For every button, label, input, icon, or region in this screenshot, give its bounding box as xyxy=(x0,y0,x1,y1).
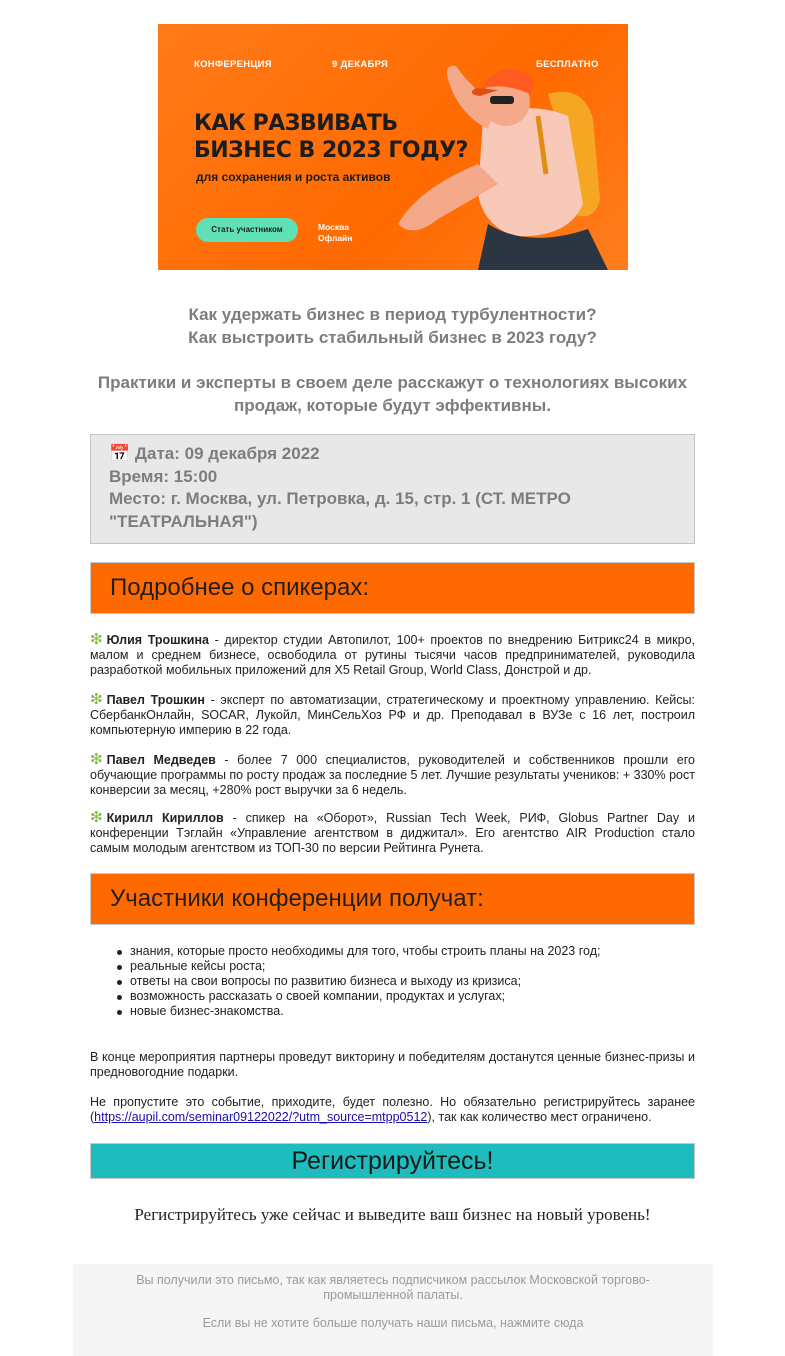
list-item: новые бизнес-знакомства. xyxy=(130,1004,695,1019)
speaker-name: Кирилл Кириллов xyxy=(106,811,224,825)
intro-practice: Практики и эксперты в своем деле расскажут о технологиях высоких продаж, которые будут эффективны. xyxy=(97,373,688,415)
sparkle-icon: ❇ xyxy=(90,691,103,708)
speaker-item xyxy=(90,692,695,738)
list-item: знания, которые просто необходимы для того, чтобы строить планы на 2023 год; xyxy=(130,944,695,959)
speaker-description: - эксперт по автоматизации, стратегическому и проектному управлению. Кейсы: СбербанкОнлайн, SOCAR, Лукойл, МинСельХоз РФ и др. Преподавал в ВУЗе с 16 лет, построил компьютерную империю в 22 года. xyxy=(90,693,695,737)
speaker-item xyxy=(90,752,695,798)
register-note xyxy=(90,1095,695,1125)
calendar-icon: 📅 xyxy=(109,444,131,463)
unsubscribe-link[interactable]: Если вы не хотите больше получать наши письма, нажмите сюда xyxy=(202,1316,584,1330)
speaker-description: - более 7 000 специалистов, руководителей и собственников прошли его обучающие программы по росту продаж за последние 5 лет. Лучшие результаты учеников: + 330% рост конверсии за месяц, +280% рост выручки за 6 недель. xyxy=(90,753,695,797)
footer xyxy=(73,1264,713,1356)
intro-question-2: Как выстроить стабильный бизнес в 2023 году? xyxy=(188,328,597,347)
register-note-before: Не пропустите это событие, приходите, будет полезно. Но обязательно регистрируйтесь заранее ( xyxy=(90,1095,695,1124)
register-button[interactable]: Регистрируйтесь! xyxy=(90,1143,695,1179)
banner-subtitle: для сохранения и роста активов xyxy=(196,170,391,184)
speaker-item xyxy=(90,632,695,678)
banner-location-format: Офлайн xyxy=(318,233,353,243)
speaker-name: Павел Медведев xyxy=(106,753,216,767)
speaker-name: Юлия Трошкина xyxy=(106,633,209,647)
speaker-description: - директор студии Автопилот, 100+ проектов по внедрению Битрикс24 в микро, малом и среднем бизнесе, освободила от рутины тысячи часов предпринимателей, руководила разработкой мобильных приложений для X5 Retail Group, World Class, Донстрой и др. xyxy=(90,633,696,677)
speaker-description: - спикер на «Оборот», Russian Tech Week, РИФ, Globus Partner Day и конференции Тэглайн «Управление агентством в диджитал». Его агентство AIR Production стало самым молодым агентством из ТОП-30 по версии Рейтинга Рунета. xyxy=(90,811,695,855)
banner-label-free: БЕСПЛАТНО xyxy=(536,59,599,70)
benefits-list xyxy=(130,944,695,1019)
intro-question-1: Как удержать бизнес в период турбулентности? xyxy=(188,305,597,324)
speaker-name: Павел Трошкин xyxy=(106,693,205,707)
banner-label-date: 9 ДЕКАБРЯ xyxy=(332,59,389,70)
register-note-after: ), так как количество мест ограничено. xyxy=(427,1110,652,1124)
sparkle-icon: ❇ xyxy=(90,751,103,768)
banner-title-line1: КАК РАЗВИВАТЬ xyxy=(194,111,398,136)
benefits-header: Участники конференции получат: xyxy=(90,873,695,925)
intro-questions xyxy=(90,303,695,349)
banner-location xyxy=(318,222,352,244)
event-date: Дата: 09 декабря 2022 xyxy=(134,444,320,463)
speakers-header: Подробнее о спикерах: xyxy=(90,562,695,614)
event-time: Время: 15:00 xyxy=(109,466,218,486)
registration-link[interactable]: https://aupil.com/seminar09122022/?utm_source=mtpp0512 xyxy=(94,1110,428,1124)
event-place: Место: г. Москва, ул. Петровка, д. 15, стр. 1 (СТ. МЕТРО "ТЕАТРАЛЬНАЯ") xyxy=(109,489,571,531)
sparkle-icon: ❇ xyxy=(90,631,103,648)
banner-title-line2: БИЗНЕС В 2023 ГОДУ? xyxy=(194,138,468,163)
event-info-box xyxy=(90,434,695,544)
conference-banner[interactable] xyxy=(158,24,628,270)
list-item: реальные кейсы роста; xyxy=(130,959,695,974)
list-item: возможность рассказать о своей компании, продуктах и услугах; xyxy=(130,989,695,1004)
sparkle-icon: ❇ xyxy=(90,809,103,826)
banner-label-conference: КОНФЕРЕНЦИЯ xyxy=(194,59,272,70)
speaker-item xyxy=(90,810,695,856)
banner-location-city: Москва xyxy=(318,222,349,232)
quiz-paragraph: В конце мероприятия партнеры проведут викторину и победителям достанутся ценные бизнес-призы и предновогодние подарки. xyxy=(90,1050,695,1079)
banner-title xyxy=(194,110,494,164)
footer-subscription-note: Вы получили это письмо, так как являетесь подписчиком рассылок Московской торгово-промышленной палаты. xyxy=(136,1273,650,1302)
register-now-text: Регистрируйтесь уже сейчас и выведите ваш бизнес на новый уровень! xyxy=(134,1205,651,1224)
list-item: ответы на свои вопросы по развитию бизнеса и выходу из кризиса; xyxy=(130,974,695,989)
become-participant-button[interactable]: Стать участником xyxy=(196,218,298,242)
